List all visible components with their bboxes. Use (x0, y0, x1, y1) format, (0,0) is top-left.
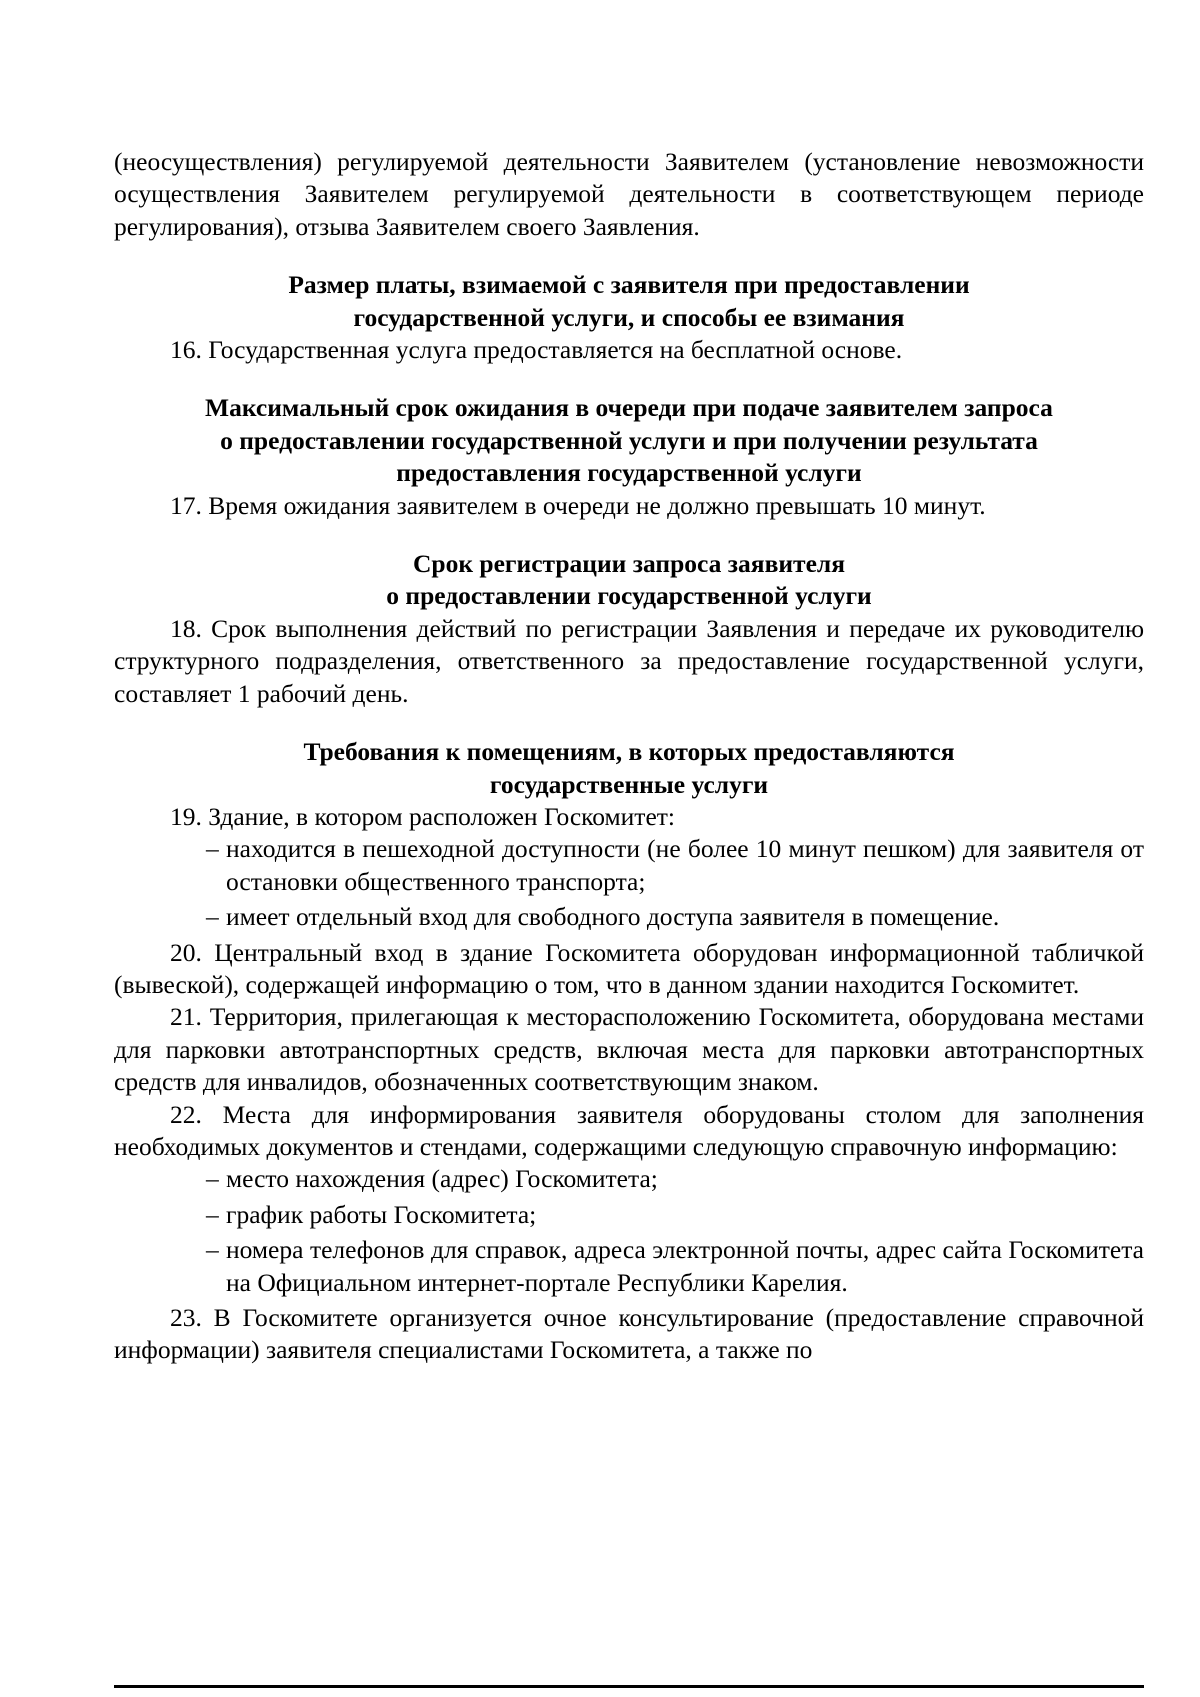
spacer (114, 710, 1144, 736)
paragraph-18: 18. Срок выполнения действий по регистрации Заявления и передаче их руководителю структурного подразделения, ответственного за предоставление государственной услуги, составляет 1 рабочий день. (114, 613, 1144, 708)
footer-divider (114, 1685, 1144, 1688)
list-item (206, 901, 1144, 933)
heading-line: Требования к помещениям, в которых предоставляются (303, 737, 955, 767)
paragraph-continuation: (неосуществления) регулируемой деятельности Заявителем (установление невозможности осуществления Заявителем регулируемой деятельности в соответствующем периоде регулирования), отзыва Заявителем своего Заявления. (114, 147, 1144, 241)
paragraph-16: 16. Государственная услуга предоставляется на бесплатной основе. (170, 335, 903, 365)
heading-line: государственные услуги (489, 769, 769, 799)
dash-marker: – (206, 1199, 219, 1229)
heading-line: предоставления государственной услуги (396, 458, 862, 488)
heading-line: Размер платы, взимаемой с заявителя при предоставлении (288, 270, 970, 300)
heading-line: о предоставлении государственной услуги (386, 581, 872, 611)
document-body (114, 146, 1144, 1367)
heading-line: Максимальный срок ожидания в очереди при подаче заявителем запроса (205, 393, 1053, 423)
spacer (114, 366, 1144, 392)
dash-marker: – (206, 1164, 219, 1194)
spacer (114, 243, 1144, 269)
section-heading-queue (114, 392, 1144, 489)
heading-line: Срок регистрации запроса заявителя (413, 549, 845, 579)
dash-marker: – (206, 1235, 219, 1265)
list-item (206, 1199, 1144, 1231)
dash-marker: – (206, 902, 219, 932)
paragraph-23: 23. В Госкомитете организуется очное консультирование (предоставление справочной информации) заявителя специалистами Госкомитета, а также по (114, 1303, 1144, 1365)
spacer (114, 522, 1144, 548)
section-heading-fee (114, 269, 1144, 334)
heading-line: государственной услуги, и способы ее взимания (353, 302, 905, 332)
list-item-text: имеет отдельный вход для свободного доступа заявителя в помещение. (226, 902, 1000, 932)
paragraph-17: 17. Время ожидания заявителем в очереди не должно превышать 10 минут. (170, 490, 986, 520)
list-item-text: график работы Госкомитета; (226, 1199, 537, 1229)
paragraph-21: 21. Территория, прилегающая к месторасположению Госкомитета, оборудована местами для парковки автотранспортных средств, включая места для парковки автотранспортных средств для инвалидов, обозначенных соответствующим знаком. (114, 1002, 1144, 1097)
paragraph-20: 20. Центральный вход в здание Госкомитета оборудован информационной табличкой (вывеской), содержащей информацию о том, что в данном здании находится Госкомитет. (114, 937, 1144, 999)
list-item-text: номера телефонов для справок, адреса электронной почты, адрес сайта Госкомитета на Официальном интернет-портале Республики Карелия. (226, 1235, 1144, 1297)
list-item (206, 1163, 1144, 1195)
list-item-text: находится в пешеходной доступности (не более 10 минут пешком) для заявителя от остановки общественного транспорта; (226, 834, 1144, 896)
paragraph-19: 19. Здание, в котором расположен Госкомитет: (170, 801, 675, 831)
list-item (206, 1234, 1144, 1299)
dash-marker: – (206, 834, 219, 864)
paragraph-22: 22. Места для информирования заявителя оборудованы столом для заполнения необходимых документов и стендами, содержащими следующую справочную информацию: (114, 1099, 1144, 1161)
list-item-text: место нахождения (адрес) Госкомитета; (226, 1164, 658, 1194)
section-heading-registration (114, 548, 1144, 613)
heading-line: о предоставлении государственной услуги и при получении результата (220, 425, 1038, 455)
section-heading-premises (114, 736, 1144, 801)
list-item (206, 833, 1144, 898)
